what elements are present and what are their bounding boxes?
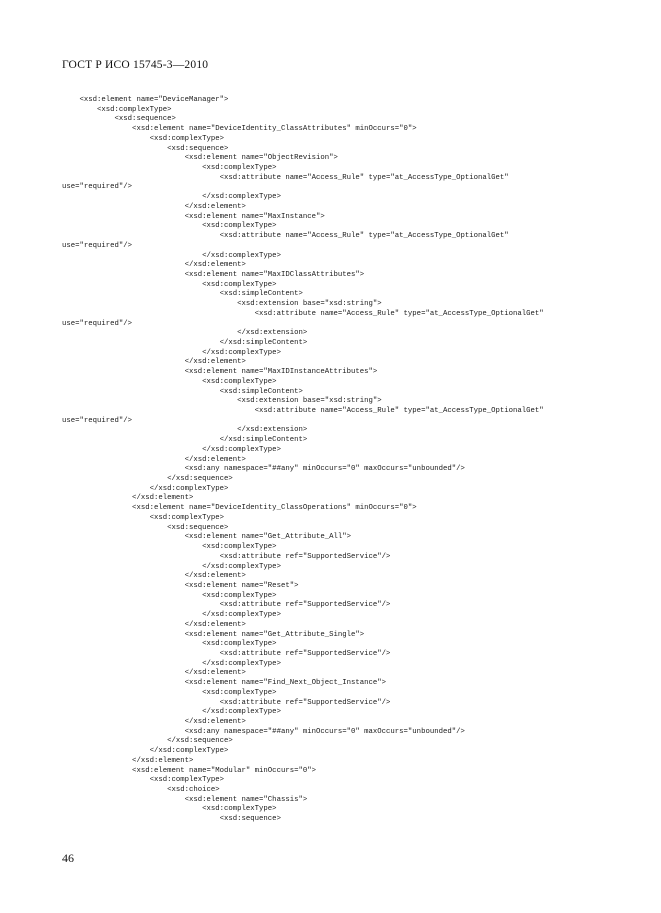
code-line: <xsd:complexType>	[62, 222, 277, 231]
code-line: <xsd:element name="Reset">	[62, 581, 299, 590]
code-line: </xsd:element>	[62, 572, 246, 581]
code-line: <xsd:simpleContent>	[62, 387, 303, 396]
code-line: </xsd:complexType>	[62, 659, 281, 668]
code-line: </xsd:complexType>	[62, 708, 281, 717]
code-line: <xsd:complexType>	[62, 688, 277, 697]
code-line: <xsd:element name="MaxIDInstanceAttributes">	[62, 368, 378, 377]
code-line: <xsd:extension base="xsd:string">	[62, 397, 382, 406]
code-line: </xsd:extension>	[62, 329, 308, 338]
code-line: <xsd:complexType>	[62, 513, 225, 522]
code-line: </xsd:element>	[62, 669, 246, 678]
code-line: </xsd:element>	[62, 620, 246, 629]
code-line: <xsd:sequence>	[62, 815, 281, 824]
code-line: use="required"/>	[62, 183, 133, 192]
code-line: </xsd:simpleContent>	[62, 436, 308, 445]
code-line: <xsd:element name="ObjectRevision">	[62, 154, 338, 163]
code-line: <xsd:complexType>	[62, 280, 277, 289]
page-header: ГОСТ Р ИСО 15745-3—2010	[62, 59, 209, 71]
code-line: <xsd:sequence>	[62, 523, 229, 532]
code-line: <xsd:simpleContent>	[62, 290, 303, 299]
code-line: <xsd:choice>	[62, 786, 220, 795]
code-line: </xsd:complexType>	[62, 445, 281, 454]
code-line: <xsd:complexType>	[62, 134, 225, 143]
code-line: <xsd:complexType>	[62, 640, 277, 649]
code-line: </xsd:element>	[62, 718, 246, 726]
code-line: <xsd:attribute ref="SupportedService"/>	[62, 698, 391, 707]
code-line: </xsd:sequence>	[62, 475, 233, 484]
xml-schema-listing	[62, 96, 622, 825]
code-line: <xsd:complexType>	[62, 377, 277, 386]
code-line: <xsd:element name="Modular" minOccurs="0">	[62, 766, 316, 775]
code-line: </xsd:complexType>	[62, 747, 229, 756]
code-line: <xsd:element name="DeviceIdentity_ClassOperations" minOccurs="0">	[62, 504, 417, 513]
code-line: <xsd:element name="Chassis">	[62, 795, 308, 804]
code-line: </xsd:simpleContent>	[62, 338, 308, 347]
code-line: <xsd:any namespace="##any" minOccurs="0" maxOccurs="unbounded"/>	[62, 465, 465, 474]
code-line: </xsd:complexType>	[62, 251, 281, 260]
code-line: </xsd:element>	[62, 358, 246, 367]
code-line: </xsd:element>	[62, 202, 246, 211]
code-line: <xsd:attribute ref="SupportedService"/>	[62, 601, 391, 610]
code-line: </xsd:element>	[62, 756, 194, 765]
code-line: <xsd:complexType>	[62, 164, 277, 173]
code-line: <xsd:complexType>	[62, 591, 277, 600]
code-line: <xsd:element name="DeviceIdentity_ClassAttributes" minOccurs="0">	[62, 125, 417, 134]
code-line: <xsd:attribute name="Access_Rule" type="at_AccessType_OptionalGet"	[62, 173, 509, 182]
code-line: </xsd:complexType>	[62, 348, 281, 357]
code-line: <xsd:complexType>	[62, 105, 172, 114]
code-line: </xsd:complexType>	[62, 562, 281, 571]
code-line: <xsd:sequence>	[62, 144, 229, 153]
code-line: use="required"/>	[62, 241, 133, 250]
code-line: <xsd:complexType>	[62, 543, 277, 552]
code-line: <xsd:element name="MaxInstance">	[62, 212, 325, 221]
code-line: <xsd:complexType>	[62, 805, 277, 814]
code-line: <xsd:element name="Find_Next_Object_Instance">	[62, 679, 387, 688]
code-line: <xsd:element name="DeviceManager">	[62, 96, 229, 104]
code-line: <xsd:attribute ref="SupportedService"/>	[62, 552, 391, 561]
code-line: </xsd:complexType>	[62, 193, 281, 202]
code-line: <xsd:element name="Get_Attribute_Single">	[62, 630, 365, 639]
code-line: </xsd:complexType>	[62, 611, 281, 620]
code-line: <xsd:sequence>	[62, 115, 176, 124]
code-line: </xsd:complexType>	[62, 484, 229, 493]
code-line: </xsd:element>	[62, 455, 246, 464]
code-line: </xsd:element>	[62, 494, 194, 503]
code-line: </xsd:element>	[62, 261, 246, 270]
code-line: use="required"/>	[62, 319, 133, 328]
code-line: </xsd:extension>	[62, 426, 308, 435]
code-line: <xsd:extension base="xsd:string">	[62, 300, 382, 309]
code-line: <xsd:any namespace="##any" minOccurs="0" maxOccurs="unbounded"/>	[62, 727, 465, 736]
code-line: <xsd:element name="MaxIDClassAttributes">	[62, 270, 365, 279]
code-line: <xsd:attribute ref="SupportedService"/>	[62, 649, 391, 658]
code-line: <xsd:attribute name="Access_Rule" type="at_AccessType_OptionalGet"	[62, 309, 544, 318]
code-line: use="required"/>	[62, 416, 133, 425]
code-line: <xsd:attribute name="Access_Rule" type="at_AccessType_OptionalGet"	[62, 232, 509, 241]
code-line: </xsd:sequence>	[62, 737, 233, 746]
code-line: <xsd:attribute name="Access_Rule" type="at_AccessType_OptionalGet"	[62, 407, 544, 415]
code-line: <xsd:element name="Get_Attribute_All">	[62, 533, 352, 542]
page-number: 46	[62, 851, 74, 865]
code-line: <xsd:complexType>	[62, 776, 225, 785]
